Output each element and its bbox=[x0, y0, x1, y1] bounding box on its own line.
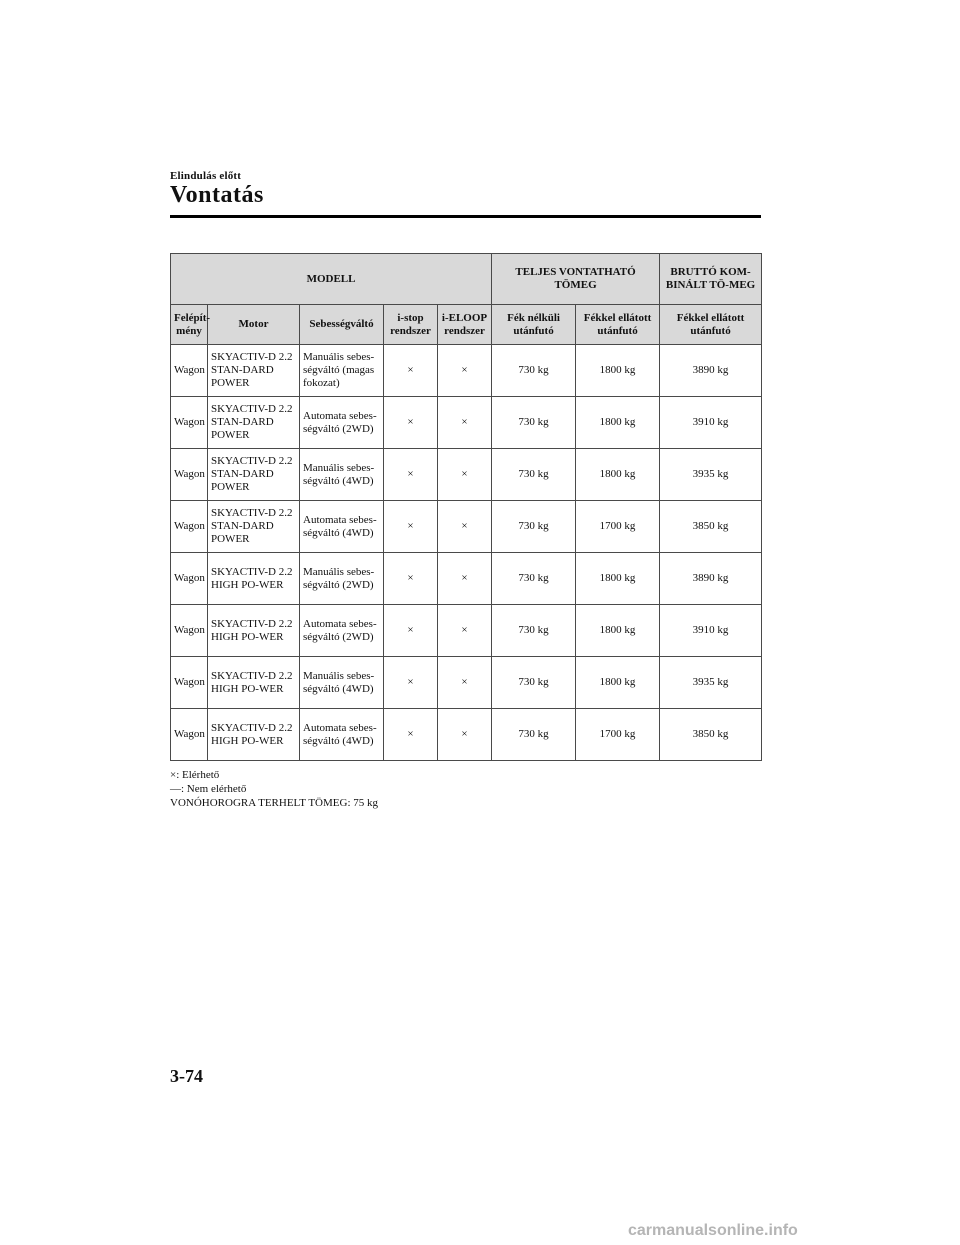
cell-braked: 1700 kg bbox=[576, 709, 660, 761]
header-ieloop: i-ELOOP rendszer bbox=[438, 305, 492, 345]
cell-unbraked: 730 kg bbox=[492, 605, 576, 657]
cell-engine: SKYACTIV-D 2.2 STAN-DARD POWER bbox=[208, 501, 300, 553]
cell-ieloop: × bbox=[438, 657, 492, 709]
cell-body: Wagon bbox=[171, 449, 208, 501]
cell-istop: × bbox=[384, 501, 438, 553]
cell-body: Wagon bbox=[171, 501, 208, 553]
table-row bbox=[171, 709, 762, 761]
cell-unbraked: 730 kg bbox=[492, 553, 576, 605]
legend-hitch-load: VONÓHOROGRA TERHELT TÖMEG: 75 kg bbox=[170, 797, 378, 809]
cell-braked: 1800 kg bbox=[576, 605, 660, 657]
cell-gross: 3890 kg bbox=[660, 345, 762, 397]
cell-istop: × bbox=[384, 553, 438, 605]
page-title: Vontatás bbox=[170, 182, 264, 208]
cell-istop: × bbox=[384, 345, 438, 397]
cell-gross: 3850 kg bbox=[660, 709, 762, 761]
cell-unbraked: 730 kg bbox=[492, 709, 576, 761]
cell-transmission: Automata sebes-ségváltó (4WD) bbox=[300, 501, 384, 553]
table-row bbox=[171, 553, 762, 605]
cell-body: Wagon bbox=[171, 345, 208, 397]
cell-transmission: Manuális sebes-ségváltó (4WD) bbox=[300, 449, 384, 501]
cell-gross: 3910 kg bbox=[660, 605, 762, 657]
cell-unbraked: 730 kg bbox=[492, 449, 576, 501]
table-row bbox=[171, 605, 762, 657]
table-row bbox=[171, 501, 762, 553]
header-braked-trailer-gross: Fékkel ellátott utánfutó bbox=[660, 305, 762, 345]
cell-ieloop: × bbox=[438, 709, 492, 761]
cell-gross: 3935 kg bbox=[660, 657, 762, 709]
cell-body: Wagon bbox=[171, 709, 208, 761]
cell-unbraked: 730 kg bbox=[492, 501, 576, 553]
section-label: Elindulás előtt bbox=[170, 170, 242, 182]
cell-gross: 3935 kg bbox=[660, 449, 762, 501]
header-engine: Motor bbox=[208, 305, 300, 345]
table-row bbox=[171, 449, 762, 501]
header-transmission: Sebességváltó bbox=[300, 305, 384, 345]
watermark: carmanualsonline.info bbox=[628, 1222, 798, 1239]
header-braked-trailer: Fékkel ellátott utánfutó bbox=[576, 305, 660, 345]
legend-available: ×: Elérhető bbox=[170, 769, 220, 781]
cell-braked: 1800 kg bbox=[576, 449, 660, 501]
table-row bbox=[171, 397, 762, 449]
header-body: Felépít-mény bbox=[171, 305, 208, 345]
cell-body: Wagon bbox=[171, 553, 208, 605]
towing-spec-table bbox=[170, 253, 762, 761]
cell-unbraked: 730 kg bbox=[492, 397, 576, 449]
cell-braked: 1800 kg bbox=[576, 553, 660, 605]
cell-ieloop: × bbox=[438, 397, 492, 449]
table-row bbox=[171, 345, 762, 397]
cell-transmission: Manuális sebes-ségváltó (magas fokozat) bbox=[300, 345, 384, 397]
cell-istop: × bbox=[384, 709, 438, 761]
cell-ieloop: × bbox=[438, 501, 492, 553]
cell-istop: × bbox=[384, 657, 438, 709]
cell-transmission: Automata sebes-ségváltó (4WD) bbox=[300, 709, 384, 761]
header-total-towable-mass: TELJES VONTATHATÓ TÖMEG bbox=[492, 254, 660, 305]
legend bbox=[170, 768, 378, 810]
cell-engine: SKYACTIV-D 2.2 STAN-DARD POWER bbox=[208, 449, 300, 501]
cell-gross: 3890 kg bbox=[660, 553, 762, 605]
cell-unbraked: 730 kg bbox=[492, 657, 576, 709]
cell-braked: 1800 kg bbox=[576, 657, 660, 709]
legend-unavailable: ―: Nem elérhető bbox=[170, 783, 247, 795]
cell-engine: SKYACTIV-D 2.2 STAN-DARD POWER bbox=[208, 397, 300, 449]
cell-istop: × bbox=[384, 449, 438, 501]
cell-gross: 3850 kg bbox=[660, 501, 762, 553]
cell-transmission: Manuális sebes-ségváltó (4WD) bbox=[300, 657, 384, 709]
cell-engine: SKYACTIV-D 2.2 STAN-DARD POWER bbox=[208, 345, 300, 397]
cell-istop: × bbox=[384, 605, 438, 657]
cell-braked: 1800 kg bbox=[576, 397, 660, 449]
title-divider bbox=[170, 215, 761, 218]
cell-ieloop: × bbox=[438, 605, 492, 657]
cell-engine: SKYACTIV-D 2.2 HIGH PO-WER bbox=[208, 553, 300, 605]
cell-transmission: Automata sebes-ségváltó (2WD) bbox=[300, 605, 384, 657]
table-row bbox=[171, 657, 762, 709]
table-group-header-row bbox=[171, 254, 762, 305]
cell-engine: SKYACTIV-D 2.2 HIGH PO-WER bbox=[208, 605, 300, 657]
cell-ieloop: × bbox=[438, 553, 492, 605]
header-gross-combined-mass: BRUTTÓ KOM-BINÁLT TÖ-MEG bbox=[660, 254, 762, 305]
table-column-header-row bbox=[171, 305, 762, 345]
cell-ieloop: × bbox=[438, 345, 492, 397]
cell-transmission: Automata sebes-ségváltó (2WD) bbox=[300, 397, 384, 449]
cell-body: Wagon bbox=[171, 605, 208, 657]
cell-engine: SKYACTIV-D 2.2 HIGH PO-WER bbox=[208, 657, 300, 709]
header-unbraked-trailer: Fék nélküli utánfutó bbox=[492, 305, 576, 345]
cell-unbraked: 730 kg bbox=[492, 345, 576, 397]
page-number: 3-74 bbox=[170, 1066, 203, 1086]
cell-ieloop: × bbox=[438, 449, 492, 501]
cell-body: Wagon bbox=[171, 397, 208, 449]
cell-transmission: Manuális sebes-ségváltó (2WD) bbox=[300, 553, 384, 605]
cell-engine: SKYACTIV-D 2.2 HIGH PO-WER bbox=[208, 709, 300, 761]
cell-gross: 3910 kg bbox=[660, 397, 762, 449]
cell-braked: 1800 kg bbox=[576, 345, 660, 397]
cell-istop: × bbox=[384, 397, 438, 449]
header-model: MODELL bbox=[171, 254, 492, 305]
cell-braked: 1700 kg bbox=[576, 501, 660, 553]
header-istop: i-stop rendszer bbox=[384, 305, 438, 345]
cell-body: Wagon bbox=[171, 657, 208, 709]
